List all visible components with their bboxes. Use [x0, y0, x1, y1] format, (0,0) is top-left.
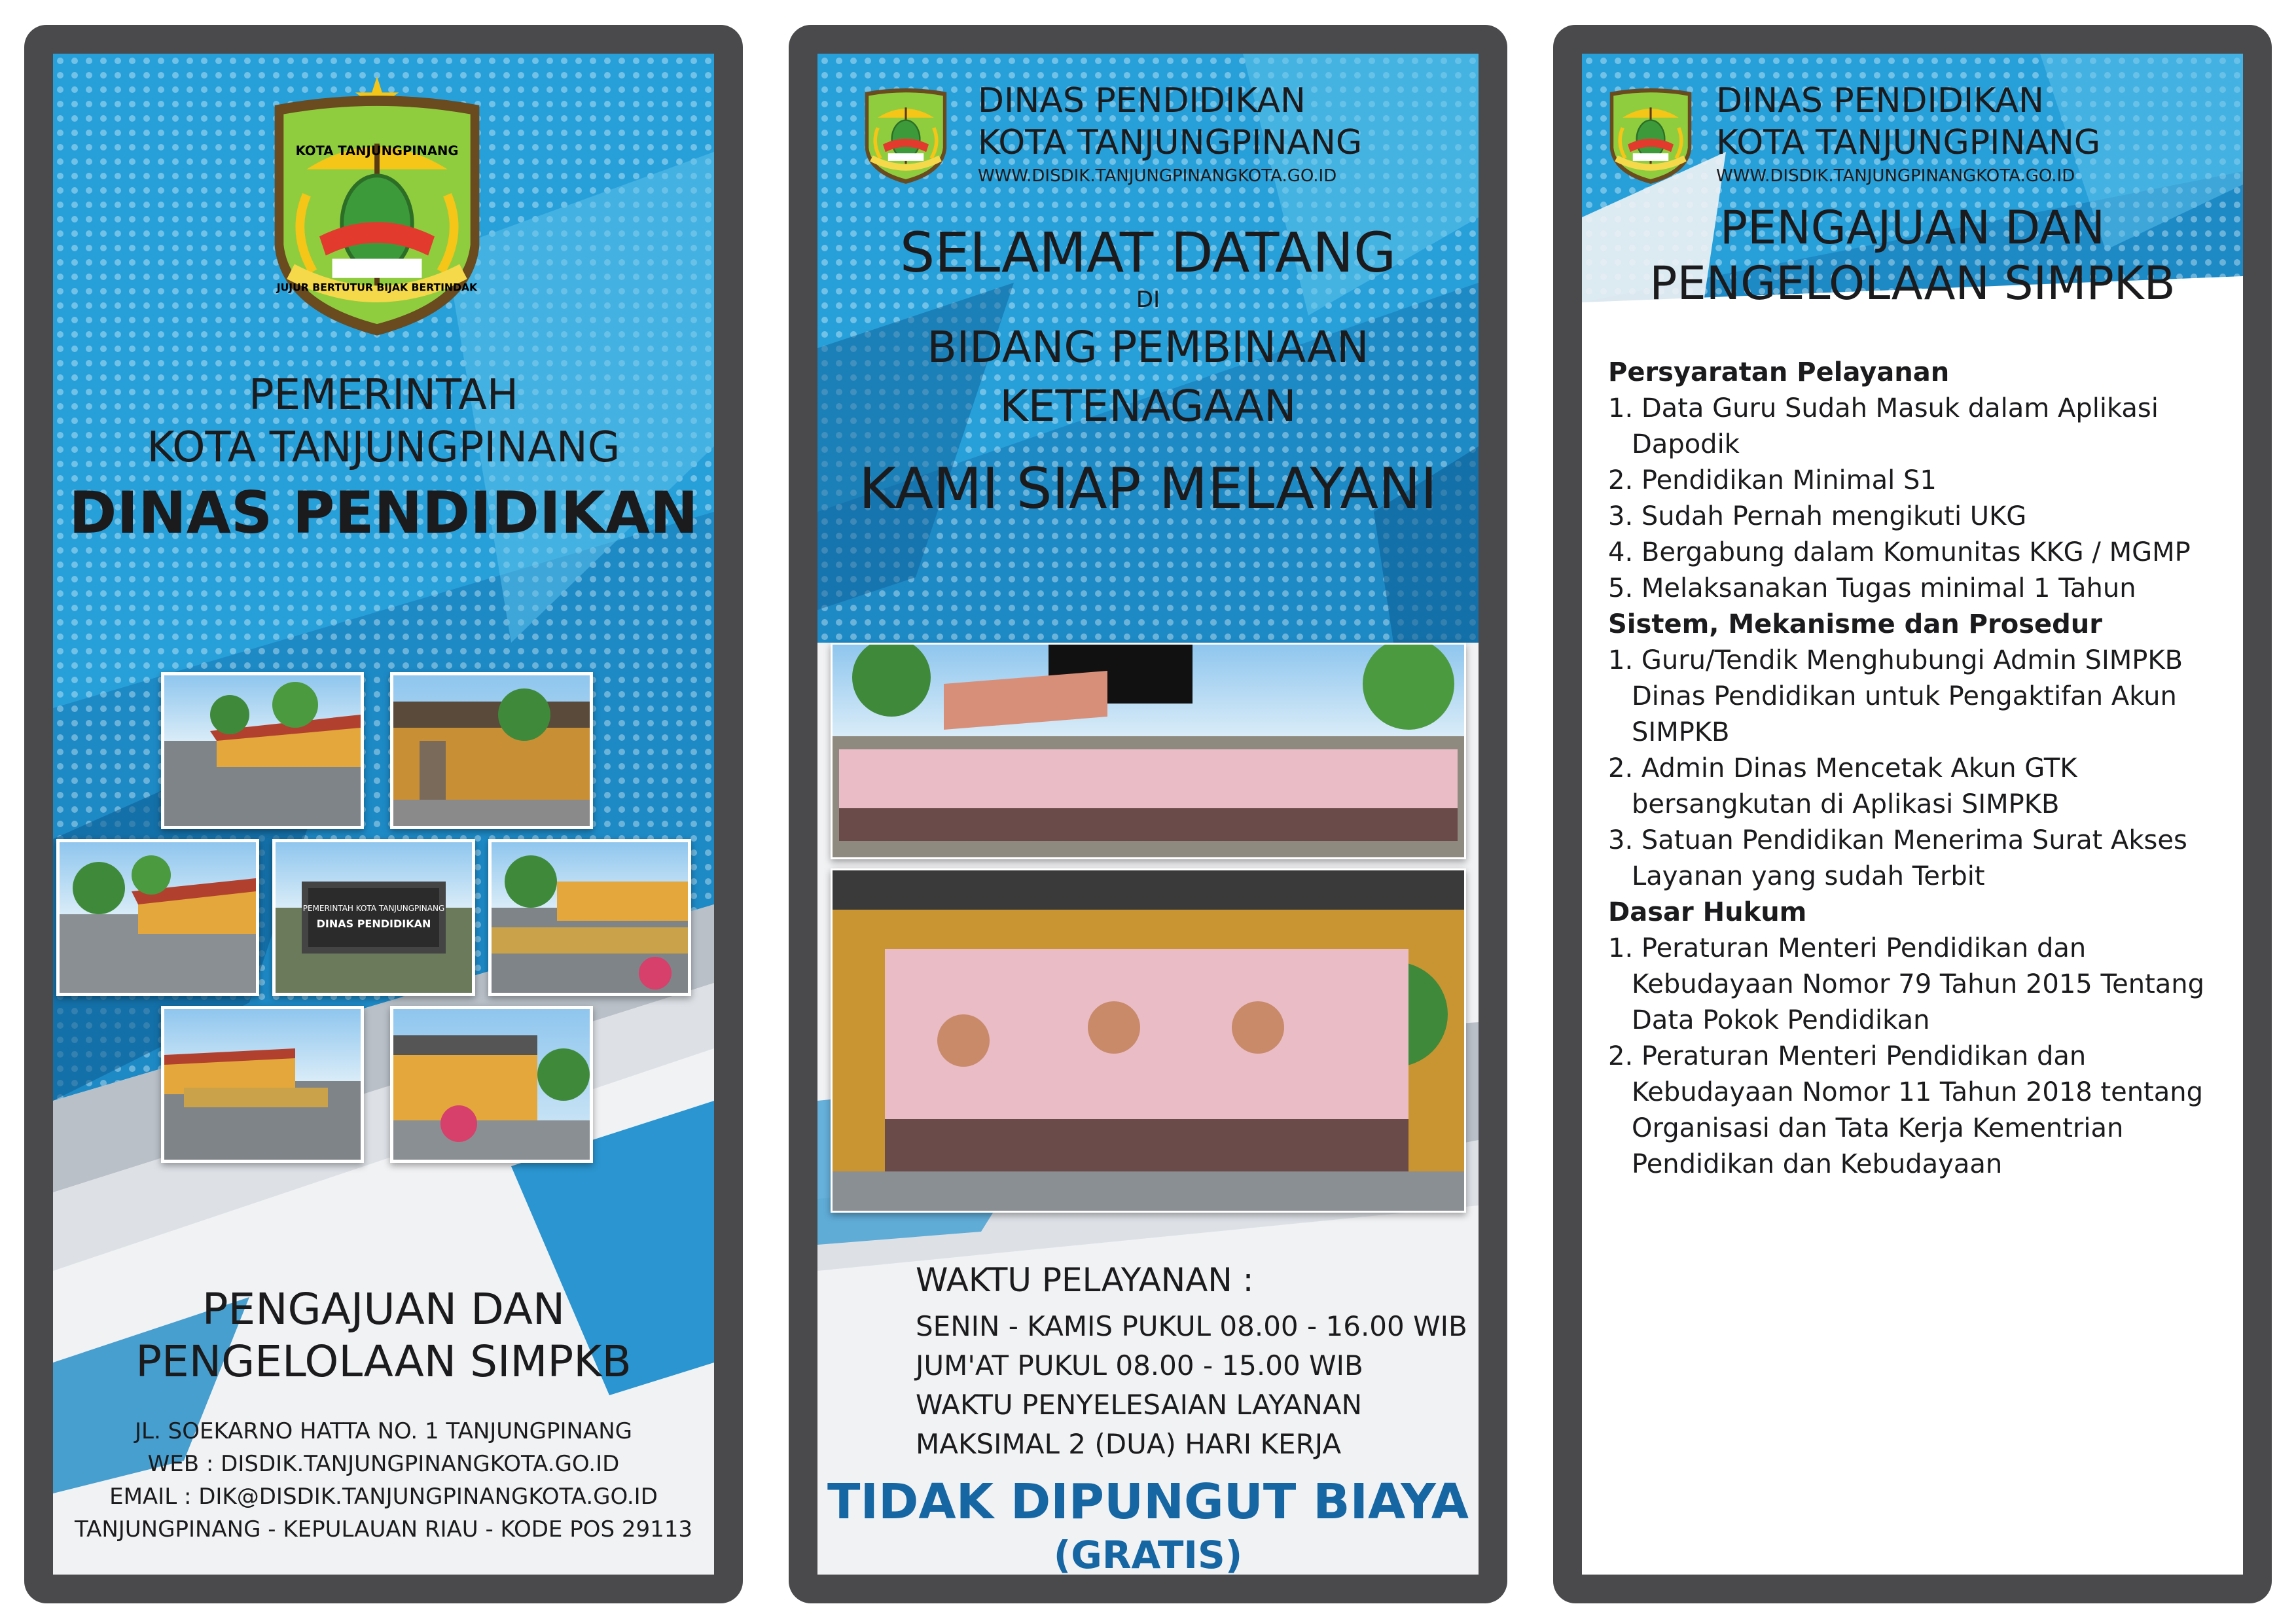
slogan: KAMI SIAP MELAYANI	[859, 456, 1437, 522]
panel-right	[1553, 25, 2272, 1603]
legal-basis-heading: Dasar Hukum	[1608, 897, 1807, 927]
school-photo-2	[390, 672, 593, 829]
header-emblem	[1605, 80, 1696, 191]
free-label: (GRATIS)	[1053, 1533, 1243, 1575]
sign-text-2: DINAS PENDIDIKAN	[316, 918, 431, 930]
header-name-1: DINAS PENDIDIKAN	[1716, 81, 2044, 120]
header-name-2: KOTA TANJUNGPINANG	[978, 123, 1363, 162]
panel-left-content	[53, 54, 714, 1575]
web-address: WEB : DISDIK.TANJUNGPINANGKOTA.GO.ID	[147, 1451, 620, 1477]
header-emblem	[860, 80, 952, 191]
region-postcode: TANJUNGPINANG - KEPULAUAN RIAU - KODE POS 29113	[74, 1516, 693, 1543]
requirement-item: 2. Pendidikan Minimal S1	[1608, 465, 1937, 495]
school-photo-6	[390, 1006, 593, 1163]
govt-line-2: KOTA TANJUNGPINANG	[147, 423, 620, 472]
govt-line-1: PEMERINTAH	[249, 371, 518, 419]
requirement-item: 3. Sudah Pernah mengikuti UKG	[1608, 501, 2027, 531]
address: JL. SOEKARNO HATTA NO. 1 TANJUNGPINANG	[135, 1418, 632, 1444]
requirement-item: 5. Melaksanakan Tugas minimal 1 Tahun	[1608, 573, 2136, 603]
email-address: EMAIL : DIK@DISDIK.TANJUNGPINANGKOTA.GO.ID	[109, 1484, 658, 1510]
hours-title: WAKTU PELAYANAN :	[916, 1261, 1254, 1299]
field-line-2: KETENAGAAN	[999, 381, 1297, 431]
procedure-item: 1. Guru/Tendik Menghubungi Admin SIMPKB Dinas Pendidikan untuk Pengaktifan Akun SIMPKB	[1608, 645, 2183, 747]
di-text: DI	[1136, 287, 1160, 313]
procedure-item: 2. Admin Dinas Mencetak Akun GTK bersangkutan di Aplikasi SIMPKB	[1608, 753, 2077, 819]
header-name-1: DINAS PENDIDIKAN	[978, 81, 1306, 120]
header-name-2: KOTA TANJUNGPINANG	[1716, 123, 2101, 162]
legal-basis-item: 1. Peraturan Menteri Pendidikan dan Kebudayaan Nomor 79 Tahun 2015 Tentang Data Pokok Pendidikan	[1608, 933, 2204, 1035]
requirements-section	[1608, 355, 2236, 1183]
hours-line-2: JUM'AT PUKUL 08.00 - 15.00 WIB	[916, 1349, 1363, 1382]
hours-line-1: SENIN - KAMIS PUKUL 08.00 - 16.00 WIB	[916, 1310, 1467, 1342]
school-photo-3	[56, 839, 259, 996]
school-photo-5	[161, 1006, 364, 1163]
procedure-heading: Sistem, Mekanisme dan Prosedur	[1608, 609, 2102, 639]
panel-title-1: PENGAJUAN DAN	[1719, 201, 2106, 255]
header-website: WWW.DISDIK.TANJUNGPINANGKOTA.GO.ID	[1716, 166, 2075, 186]
group-photo-2	[831, 868, 1466, 1213]
panel-right-content	[1582, 54, 2243, 1575]
emblem-top-text: KOTA TANJUNGPINANG	[295, 143, 459, 159]
field-line-1: BIDANG PEMBINAAN	[927, 322, 1369, 372]
requirement-item: 1. Data Guru Sudah Masuk dalam Aplikasi Dapodik	[1608, 393, 2159, 459]
sign-text-1: PEMERINTAH KOTA TANJUNGPINANG	[302, 904, 445, 913]
emblem-motto: JUJUR BERTUTUR BIJAK BERTINDAK	[276, 281, 478, 294]
school-photo-4	[488, 839, 691, 996]
welcome-text: SELAMAT DATANG	[899, 221, 1397, 285]
panel-middle	[789, 25, 1507, 1603]
service-title-2: PENGELOLAAN SIMPKB	[135, 1336, 632, 1387]
free-of-charge: TIDAK DIPUNGUT BIAYA	[827, 1474, 1469, 1530]
procedure-item: 3. Satuan Pendidikan Menerima Surat Akses Layanan yang sudah Terbit	[1608, 825, 2187, 891]
group-photo-1	[831, 643, 1466, 859]
city-emblem	[259, 73, 495, 355]
service-title-1: PENGAJUAN DAN	[202, 1284, 565, 1334]
header-website: WWW.DISDIK.TANJUNGPINANGKOTA.GO.ID	[978, 166, 1337, 186]
panel-title-2: PENGELOLAAN SIMPKB	[1649, 257, 2176, 310]
panel-left	[24, 25, 743, 1603]
hours-line-4: MAKSIMAL 2 (DUA) HARI KERJA	[916, 1428, 1342, 1460]
school-photo-1	[161, 672, 364, 829]
requirement-item: 4. Bergabung dalam Komunitas KKG / MGMP	[1608, 537, 2191, 567]
hours-line-3: WAKTU PENYELESAIAN LAYANAN	[916, 1389, 1362, 1421]
legal-basis-item: 2. Peraturan Menteri Pendidikan dan Kebudayaan Nomor 11 Tahun 2018 tentang Organisasi dan Tata Kerja Kementrian Pendidikan dan Kebudayaan	[1608, 1041, 2204, 1179]
agency-name: DINAS PENDIDIKAN	[69, 479, 698, 546]
school-sign-photo	[272, 839, 475, 996]
panel-middle-content	[817, 54, 1479, 1575]
requirements-heading: Persyaratan Pelayanan	[1608, 357, 1950, 387]
